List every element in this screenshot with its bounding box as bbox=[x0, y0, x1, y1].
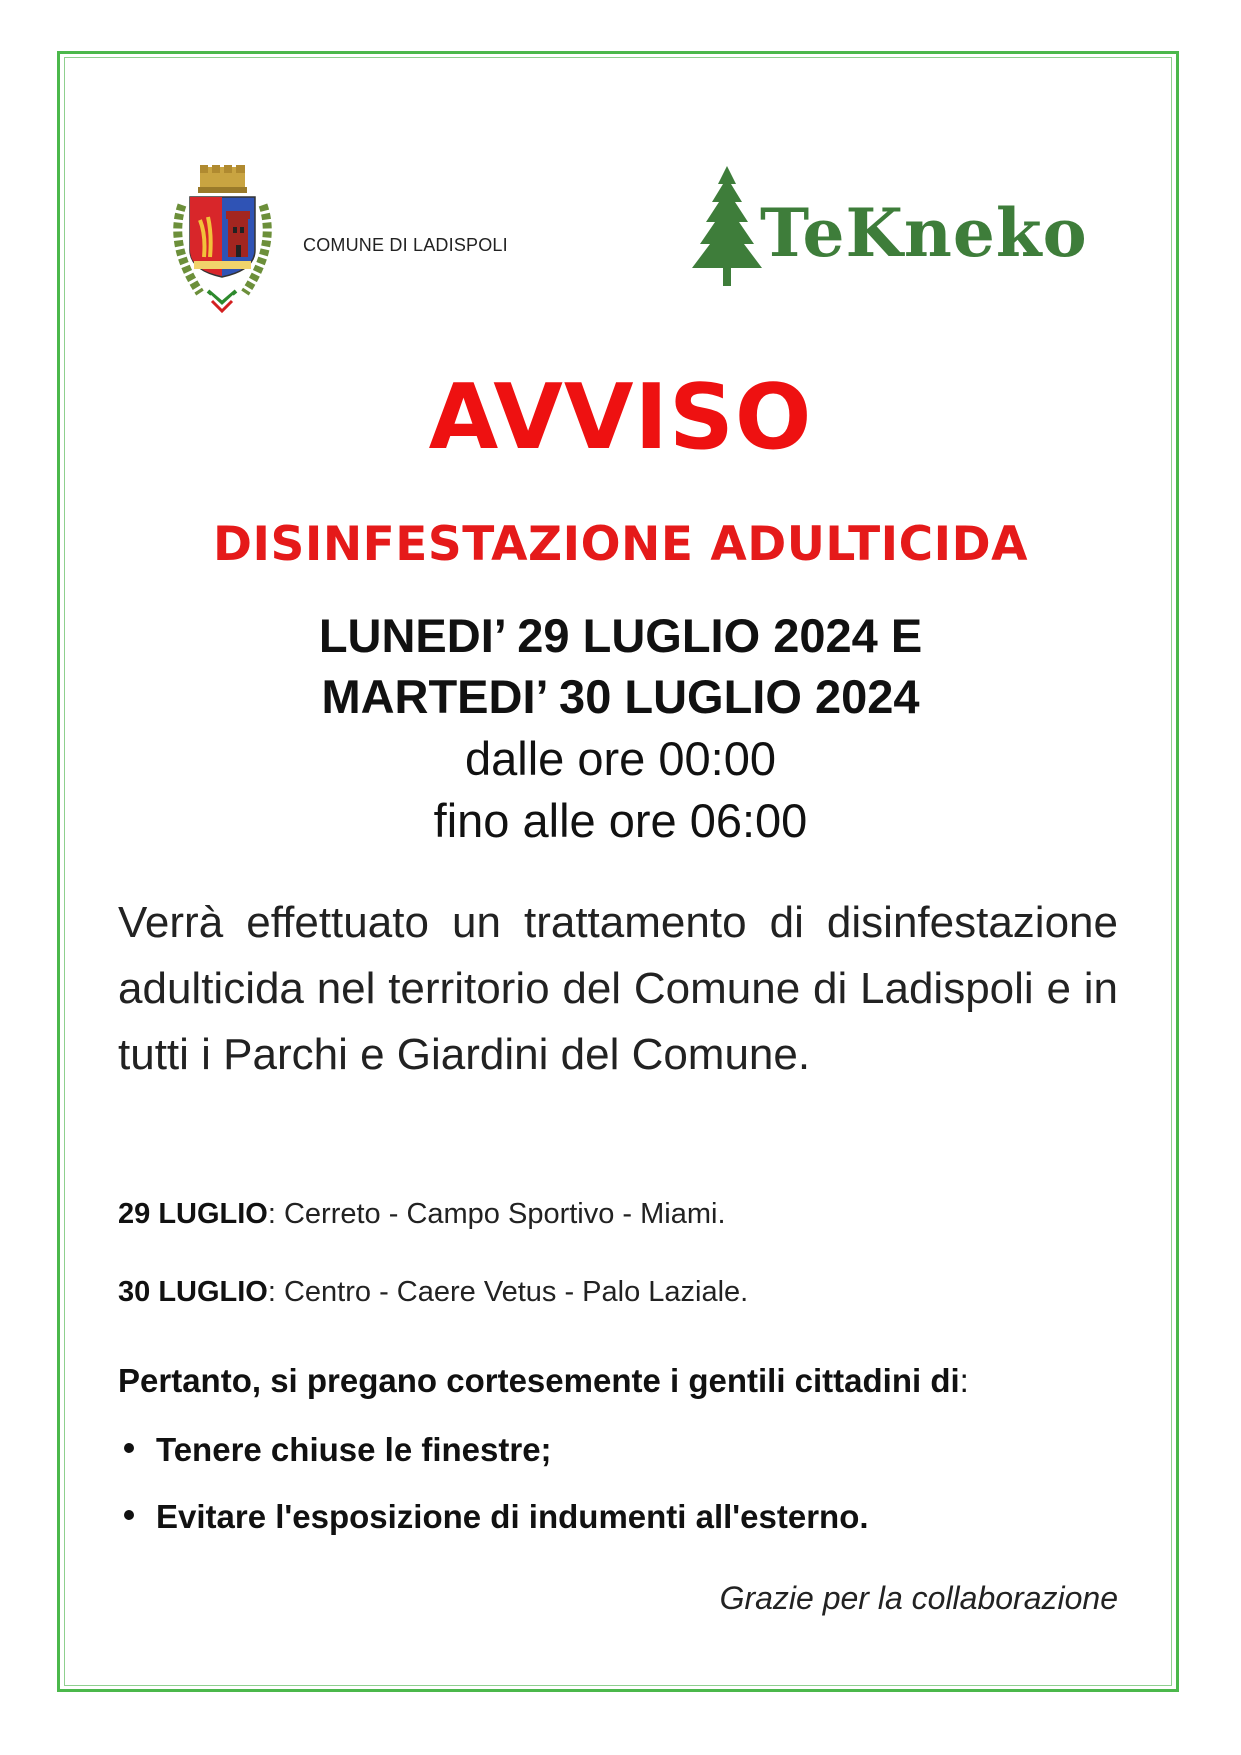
bullet-icon bbox=[124, 1510, 134, 1520]
list-item-text: Evitare l'esposizione di indumenti all'esterno. bbox=[156, 1498, 869, 1535]
schedule-item-1 bbox=[118, 1198, 726, 1231]
schedule-date: 30 LUGLIO bbox=[118, 1276, 268, 1308]
comune-label: COMUNE DI LADISPOLI bbox=[303, 235, 508, 255]
request-intro-text: Pertanto, si pregano cortesemente i gentili cittadini di bbox=[118, 1362, 960, 1399]
request-colon: : bbox=[959, 1362, 969, 1399]
comune-crest-logo bbox=[160, 165, 285, 315]
list-item bbox=[118, 1428, 869, 1495]
schedule-date: 29 LUGLIO bbox=[118, 1198, 268, 1230]
list-item-text: Tenere chiuse le finestre; bbox=[156, 1431, 552, 1468]
pine-tree-icon bbox=[688, 164, 766, 288]
time-from: dalle ore 00:00 bbox=[465, 732, 776, 785]
schedule-areas: : Cerreto - Campo Sportivo - Miami. bbox=[267, 1198, 726, 1230]
notice-subtitle: DISINFESTAZIONE ADULTICIDA bbox=[213, 517, 1028, 572]
list-item bbox=[118, 1495, 869, 1562]
body-paragraph: Verrà effettuato un trattamento di disinfestazione adulticida nel territorio del Comune di Ladispoli e in tutti i Parchi e Giardini del Comune. bbox=[118, 898, 1118, 1079]
date-line-1: LUNEDI’ 29 LUGLIO 2024 E bbox=[318, 609, 923, 662]
closing-thanks: Grazie per la collaborazione bbox=[719, 1580, 1118, 1616]
notice-title: AVVISO bbox=[428, 365, 813, 470]
time-to: fino alle ore 06:00 bbox=[433, 794, 808, 847]
tekneko-logo-text: TeKneko bbox=[760, 194, 1088, 272]
request-intro bbox=[118, 1362, 969, 1400]
request-list bbox=[118, 1428, 869, 1562]
schedule-areas: : Centro - Caere Vetus - Palo Laziale. bbox=[267, 1276, 749, 1308]
date-line-2: MARTEDI’ 30 LUGLIO 2024 bbox=[321, 670, 920, 723]
bullet-icon bbox=[124, 1443, 134, 1453]
schedule-item-2 bbox=[118, 1276, 748, 1309]
